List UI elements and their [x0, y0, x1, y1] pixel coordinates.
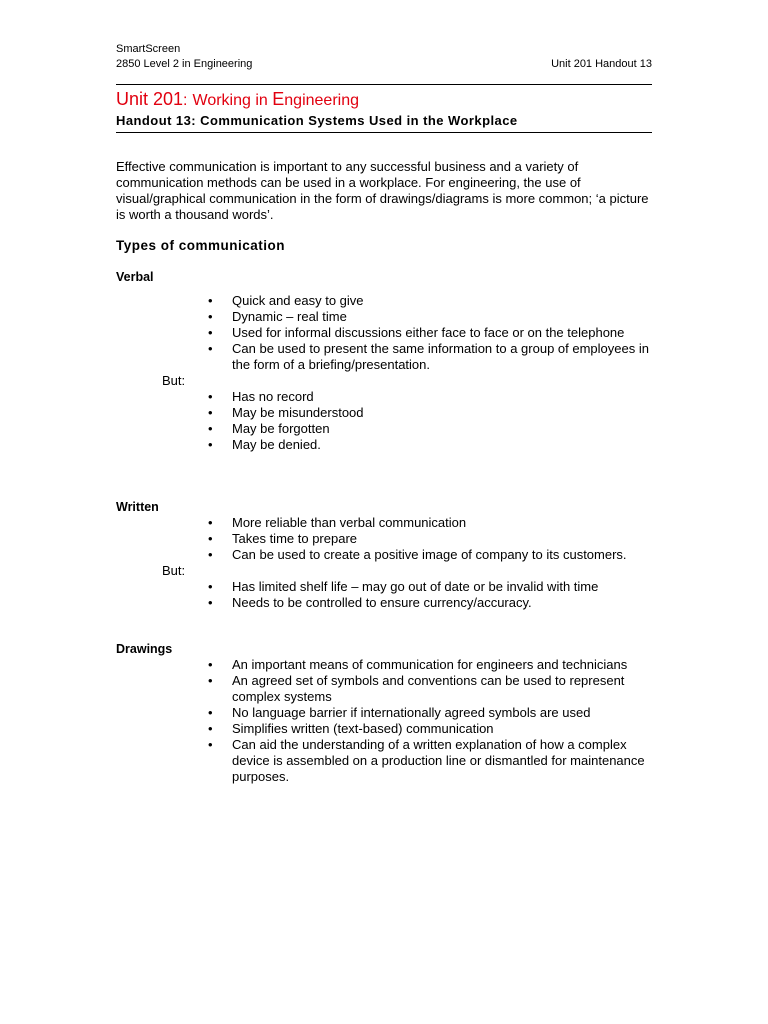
list-item: • Takes time to prepare: [208, 531, 358, 546]
header-course: 2850 Level 2 in Engineering: [116, 58, 253, 70]
list-item: • No language barrier if internationally agreed symbols are used: [208, 705, 591, 720]
bullet-icon: •: [208, 309, 213, 324]
verbal-but-label: But:: [162, 373, 186, 388]
header-rule: [116, 84, 652, 85]
drawings-pros-list: [116, 657, 652, 785]
list-item: • Used for informal discussions either face to face or on the telephone: [208, 325, 625, 340]
list-item: • May be misunderstood: [208, 405, 364, 420]
list-item: • Needs to be controlled to ensure currency/accuracy.: [208, 595, 532, 610]
bullet-icon: •: [208, 657, 213, 672]
bullet-icon: •: [208, 547, 213, 562]
written-but-label: But:: [162, 563, 186, 578]
document-page: [116, 42, 652, 785]
verbal-heading: Verbal: [116, 270, 154, 284]
list-item: • Can be used to present the same information to a group of employees in the form of a briefing/presentation.: [208, 341, 649, 372]
written-heading: Written: [116, 500, 159, 514]
written-pros-list: [116, 515, 652, 563]
title-e: E: [272, 89, 285, 109]
bullet-icon: •: [208, 405, 213, 420]
list-item: • Can aid the understanding of a written explanation of how a complex device is assembled on a production line or dismantled for maintenance purposes.: [208, 737, 645, 784]
written-cons-list: [116, 579, 652, 611]
bullet-icon: •: [208, 437, 213, 452]
bullet-icon: •: [208, 515, 213, 530]
bullet-icon: •: [208, 341, 213, 356]
types-heading: Types of communication: [116, 238, 286, 253]
list-item: • May be forgotten: [208, 421, 330, 436]
bullet-icon: •: [208, 737, 213, 752]
list-item: • Dynamic – real time: [208, 309, 347, 324]
title-working: Working in: [192, 92, 273, 109]
title-rule: [116, 132, 652, 133]
bullet-icon: •: [208, 421, 213, 436]
list-item: • Simplifies written (text-based) communication: [208, 721, 494, 736]
list-item: • More reliable than verbal communication: [208, 515, 467, 530]
running-header: [116, 42, 652, 72]
header-org: SmartScreen: [116, 43, 181, 55]
bullet-icon: •: [208, 389, 213, 404]
bullet-icon: •: [208, 673, 213, 688]
list-item: • Can be used to create a positive image of company to its customers.: [208, 547, 627, 562]
bullet-icon: •: [208, 579, 213, 594]
header-ref: Unit 201 Handout 13: [551, 58, 652, 70]
bullet-icon: •: [208, 293, 213, 308]
bullet-icon: •: [208, 325, 213, 340]
list-item: • An agreed set of symbols and conventions can be used to represent complex systems: [208, 673, 625, 704]
drawings-heading: Drawings: [116, 642, 173, 656]
bullet-icon: •: [208, 705, 213, 720]
bullet-icon: •: [208, 721, 213, 736]
title-ngineering: ngineering: [284, 92, 359, 109]
list-item: • May be denied.: [208, 437, 321, 452]
bullet-icon: •: [208, 595, 213, 610]
handout-subtitle: Handout 13: Communication Systems Used in the Workplace: [116, 113, 518, 128]
list-item: • Quick and easy to give: [208, 293, 364, 308]
verbal-cons-list: [116, 389, 652, 453]
title-colon: :: [183, 92, 188, 109]
list-item: • An important means of communication for engineers and technicians: [208, 657, 628, 672]
page-title: [116, 88, 652, 112]
intro-paragraph: Effective communication is important to any successful business and a variety of communication methods can be used in a workplace. For engineering, the use of visual/graphical communication in the form of drawings/diagrams is more common; ‘a picture is worth a thousand words’.: [116, 159, 649, 222]
title-unit: Unit 201: [116, 89, 184, 109]
verbal-pros-list: [116, 293, 652, 373]
bullet-icon: •: [208, 531, 213, 546]
list-item: • Has no record: [208, 389, 314, 404]
list-item: • Has limited shelf life – may go out of date or be invalid with time: [208, 579, 599, 594]
